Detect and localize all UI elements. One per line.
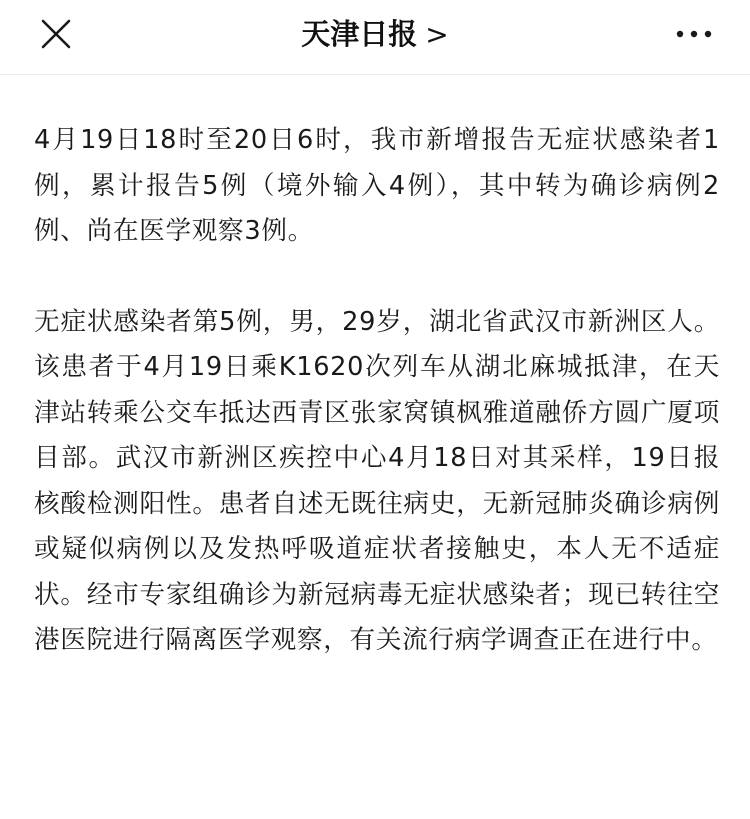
more-horizontal-icon [670, 18, 718, 50]
article-body [34, 118, 720, 664]
account-title-link[interactable] [0, 14, 750, 54]
top-navigation-bar [0, 0, 750, 75]
article-paragraph: 无症状感染者第5例，男，29岁，湖北省武汉市新洲区人。该患者于4月19日乘K1620次列车从湖北麻城抵津，在天津站转乘公交车抵达西青区张家窝镇枫雅道融侨方圆广厦项目部。武汉市新洲区疾控中心4月18日对其采样，19日报核酸检测阳性。患者自述无既往病史，无新冠肺炎确诊病例或疑似病例以及发热呼吸道症状者接触史，本人无不适症状。经市专家组确诊为新冠病毒无症状感染者；现已转往空港医院进行隔离医学观察，有关流行病学调查正在进行中。 [34, 306, 720, 655]
article-paragraph: 4月19日18时至20日6时，我市新增报告无症状感染者1例，累计报告5例（境外输入4例），其中转为确诊病例2例、尚在医学观察3例。 [34, 125, 720, 246]
page-title: 天津日报 [301, 17, 418, 51]
more-options-button[interactable] [670, 18, 718, 50]
chevron-right-icon: > [425, 18, 449, 51]
